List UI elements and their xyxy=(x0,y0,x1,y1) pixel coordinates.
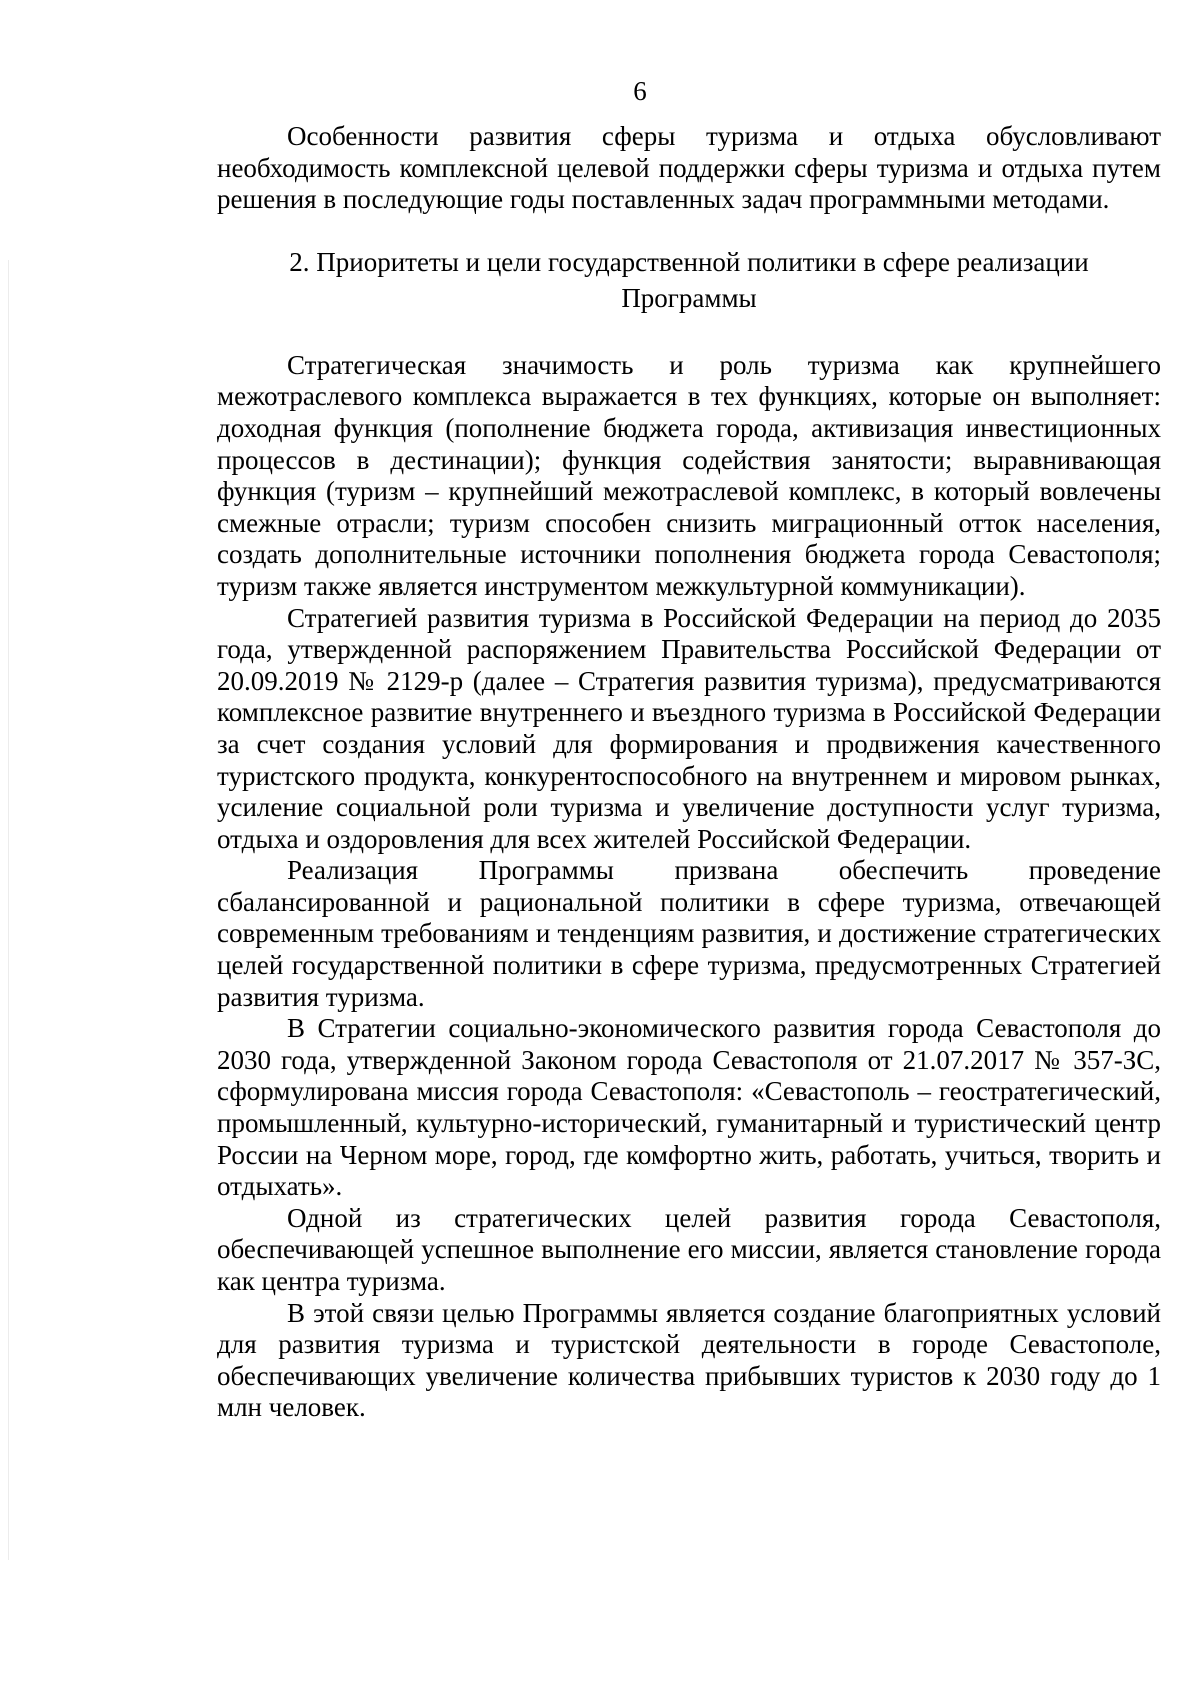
document-body xyxy=(217,121,1161,1424)
paragraph-program-goal: В этой связи целью Программы является создание благоприятных условий для развития туризма и туристской деятельности в городе Севастополе, обеспечивающих увеличение количества прибывших туристов к 2030 году до 1 млн человек. xyxy=(217,1297,1161,1423)
paragraph-strategic-goal: Одной из стратегических целей развития города Севастополя, обеспечивающей успешное выполнение его миссии, является становление города как центра туризма. xyxy=(217,1202,1161,1296)
page-number: 6 xyxy=(633,76,647,106)
paragraph-role-of-tourism: Стратегическая значимость и роль туризма как крупнейшего межотраслевого комплекса выражается в тех функциях, которые он выполняет: доходная функция (пополнение бюджета города, активизация инвестиционных процессов в дестинации); функция содействия занятости; выравнивающая функция (туризм – крупнейший межотраслевой комплекс, в который вовлечены смежные отрасли; туризм способен снизить миграционный отток населения, создать дополнительные источники пополнения бюджета города Севастополя; туризм также является инструментом межкультурной коммуникации). xyxy=(217,349,1161,601)
paragraph-tourism-strategy: Стратегией развития туризма в Российской Федерации на период до 2035 года, утвержденной распоряжением Правительства Российской Федерации от 20.09.2019 № 2129-р (далее – Стратегия развития туризма), предусматриваются комплексное развитие внутреннего и въездного туризма в Российской Федерации за счет создания условий для формирования и продвижения качественного туристского продукта, конкурентоспособного на внутреннем и мировом рынках, усиление социальной роли туризма и увеличение доступности услуг туризма, отдыха и оздоровления для всех жителей Российской Федерации. xyxy=(217,602,1161,854)
paragraph-program-implementation: Реализация Программы призвана обеспечить проведение сбалансированной и рациональной политики в сфере туризма, отвечающей современным требованиям и тенденциям развития, и достижение стратегических целей государственной политики в сфере туризма, предусмотренных Стратегией развития туризма. xyxy=(217,855,1161,1012)
section-heading xyxy=(217,244,1161,316)
scan-artifact xyxy=(8,260,9,1560)
paragraph-city-mission: В Стратегии социально-экономического развития города Севастополя до 2030 года, утвержденной Законом города Севастополя от 21.07.2017 № 357-ЗС, сформулирована миссия города Севастополя: «Севастополь – геостратегический, промышленный, культурно-исторический, гуманитарный и туристический центр России на Черном море, город, где комфортно жить, работать, учиться, творить и отдыхать». xyxy=(217,1013,1161,1202)
section-heading-line-1: 2. Приоритеты и цели государственной политики в сфере реализации xyxy=(289,246,1089,277)
section-heading-line-2: Программы xyxy=(621,282,757,313)
intro-paragraph: Особенности развития сферы туризма и отдыха обусловливают необходимость комплексной целевой поддержки сферы туризма и отдыха путем решения в последующие годы поставленных задач программными методами. xyxy=(217,121,1161,215)
